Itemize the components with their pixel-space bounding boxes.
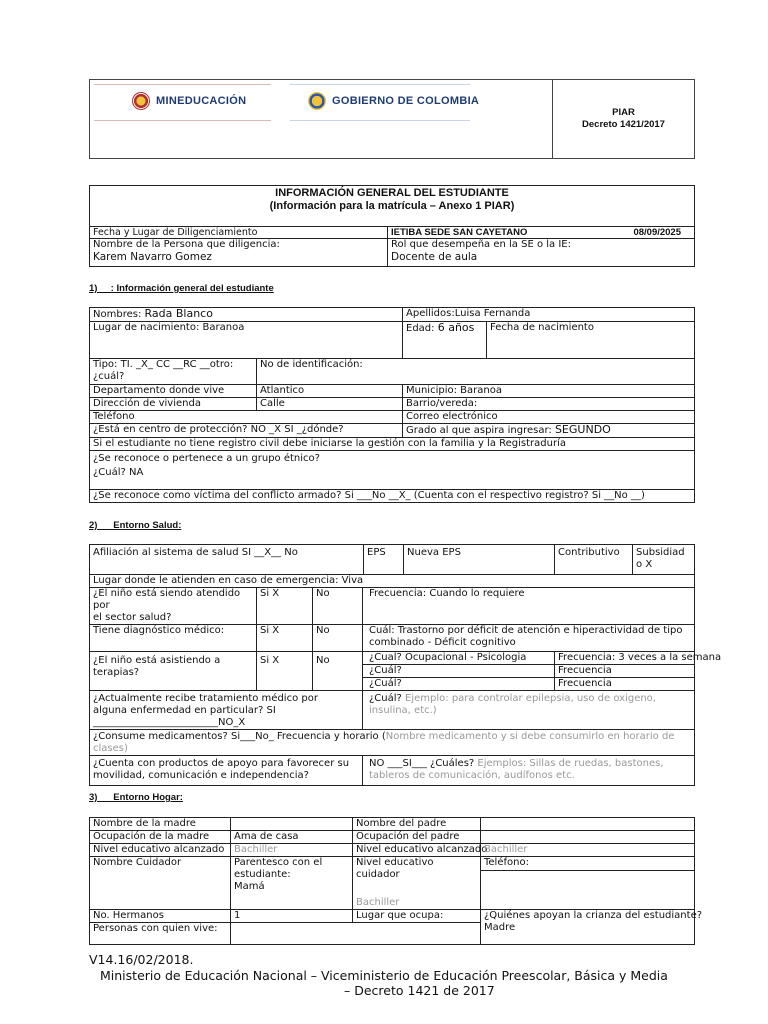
quienes-question: ¿Quiénes apoyan la crianza del estudiante? [484, 910, 703, 921]
terapia-cual-1: ¿Cual? Ocupacional - Psicologia [363, 652, 555, 665]
parentesco-value: Mamá [234, 881, 265, 892]
atendido-line1: ¿El niño está siendo atendido por [93, 588, 241, 611]
tratamiento-line2: alguna enfermedad en particular? SI [93, 705, 276, 716]
dir-value: Calle [257, 398, 403, 411]
diagnostico-label: Tiene diagnóstico médico: [90, 625, 257, 652]
nivel-padre-value: Bachiller [481, 844, 695, 857]
hermanos-value: 1 [231, 910, 353, 923]
etnico-answer: ¿Cuál? NA [93, 467, 144, 478]
atendido-no: No [313, 588, 363, 625]
atendido-line2: el sector salud? [93, 612, 172, 623]
terapias-line1: ¿El niño está asistiendo a [93, 655, 221, 666]
depto-value: Atlantico [257, 385, 403, 398]
no-id-cell: No de identificación: [257, 359, 695, 385]
seal-icon [308, 92, 326, 110]
header-table [89, 79, 695, 159]
hermanos-label: No. Hermanos [90, 910, 231, 923]
depto-label: Departamento donde vive [90, 385, 257, 398]
version-text: V14.16/02/2018. [89, 952, 194, 967]
nivel-cuidador-cell [353, 857, 481, 910]
mineducacion-logo [132, 92, 246, 110]
nivel-cuidador-label: Nivel educativo cuidador [356, 857, 434, 880]
apoyo-placeholder: Ejemplos: Sillas de ruedas, bastones, tableros de comunicación, audífonos etc. [369, 758, 664, 781]
persona-value: Karem Navarro Gomez [93, 251, 212, 263]
registro-cell: Si el estudiante no tiene registro civil debe iniciarse la gestión con la familia y la Registraduría [90, 438, 695, 451]
tipo-line1: Tipo: TI. _X_ CC __RC __otro: [93, 359, 234, 370]
emergencia-cell: Lugar donde le atienden en caso de emergencia: Viva [90, 575, 695, 588]
lugar-ocupa: Lugar que ocupa: [353, 910, 481, 923]
atendido-si: Si X [257, 588, 313, 625]
diagnostico-line2: combinado - Déficit cognitivo [369, 637, 516, 648]
page-subtitle: (Información para la matrícula – Anexo 1 PIAR) [269, 200, 515, 212]
ocup-padre-label: Ocupación del padre [353, 831, 481, 844]
personas-value [231, 923, 481, 945]
fecha-label: Fecha y Lugar de Diligenciamiento [90, 227, 388, 239]
dir-label: Dirección de vivienda [90, 398, 257, 411]
apoyo-line2: movilidad, comunicación e independencia? [93, 770, 309, 781]
section2-title: 2) Entorno Salud: [89, 520, 182, 531]
general-info-table [89, 185, 695, 267]
medicamentos-label: ¿Consume medicamentos? Si___No_ Frecuencia y horario ( [93, 731, 386, 742]
madre-value [231, 818, 353, 831]
frecuencia-requiere: Frecuencia: Cuando lo requiere [363, 588, 695, 625]
coat-of-arms-icon [132, 92, 150, 110]
terapia-frecuencia-1: Frecuencia: 3 veces a la semana [555, 652, 695, 665]
terapia-cual-3: ¿Cuál? [363, 678, 555, 691]
medicamentos-cell [90, 730, 695, 756]
piar-cell [553, 80, 695, 159]
section3-title: 3) Entorno Hogar: [89, 792, 183, 803]
tratamiento-cual [363, 691, 695, 730]
piar-label: PIAR [612, 107, 635, 118]
edad-label: Edad: [406, 323, 438, 334]
diagnostico-si: Si X [257, 625, 313, 652]
logos-cell [90, 80, 553, 159]
telefono-cuidador-value [481, 871, 695, 910]
grado-value: SEGUNDO [554, 423, 611, 436]
eps-value: Nueva EPS [404, 545, 555, 575]
subsidiado-cell [633, 545, 695, 575]
subsidiado-line1: Subsidiad [636, 547, 685, 558]
apellidos-cell: Apellidos:Luisa Fernanda [403, 308, 695, 322]
diagnostico-line1: Cuál: Trastorno por déficit de atención e hiperactividad de tipo [369, 625, 683, 636]
lugar-nac-cell: Lugar de nacimiento: Baranoa [90, 322, 403, 359]
mineducacion-text: MINEDUCACIÓN [156, 95, 247, 107]
afiliacion-cell: Afiliación al sistema de salud SI __X__ No [90, 545, 364, 575]
medicamentos-placeholder: Nombre medicamento y si debe consumirlo en horario de clases) [93, 731, 675, 754]
footer-line1: Ministerio de Educación Nacional – Viceministerio de Educación Preescolar, Básica y Media [100, 968, 668, 983]
nivel-padre-label: Nivel educativo alcanzado [353, 844, 481, 857]
lugar-value: IETIBA SEDE SAN CAYETANO [391, 227, 528, 238]
parentesco-line1: Parentesco con el [234, 857, 323, 868]
student-info-table [89, 307, 695, 503]
atendido-cell [90, 588, 257, 625]
subsidiado-line2: o X [636, 559, 653, 570]
edad-value: 6 años [437, 321, 475, 334]
persona-label: Nombre de la Persona que diligencia: [93, 239, 280, 250]
fecha-nac-cell: Fecha de nacimiento [487, 322, 695, 359]
grado-label: Grado al que aspira ingresar: [406, 425, 555, 436]
nombres-label: Nombres: [93, 309, 145, 320]
section1-title: 1) : Información general del estudiante [89, 283, 274, 294]
ocup-madre-value: Ama de casa [231, 831, 353, 844]
parentesco-line2: estudiante: [234, 869, 291, 880]
health-table [89, 544, 722, 786]
quienes-answer: Madre [484, 922, 516, 933]
etnico-cell [90, 451, 695, 490]
tipo-cell [90, 359, 257, 385]
footer-line2: – Decreto 1421 de 2017 [344, 983, 495, 998]
diagnostico-no: No [313, 625, 363, 652]
gobierno-logo [308, 92, 479, 110]
apoyo-respuesta-label: NO ___SI___ ¿Cuáles? [369, 758, 478, 769]
edad-cell [403, 322, 487, 359]
lugar-fecha-cell [388, 227, 695, 239]
fecha-value: 08/09/2025 [633, 227, 681, 238]
apoyo-respuesta [363, 756, 695, 786]
rol-label: Rol que desempeña en la SE o la IE: [391, 239, 571, 250]
grado-cell [403, 424, 695, 438]
terapia-frecuencia-2: Frecuencia [555, 665, 695, 678]
terapias-cell [90, 652, 257, 691]
municipio-cell: Municipio: Baranoa [403, 385, 695, 398]
tratamiento-line3: _________________________NO_X [93, 717, 246, 728]
tipo-line2: ¿cuál? [93, 371, 125, 382]
padre-value [481, 818, 695, 831]
personas-label: Personas con quien vive: [90, 923, 231, 945]
decreto-label: Decreto 1421/2017 [582, 119, 665, 130]
quienes-cell [481, 910, 703, 945]
victima-cell: ¿Se reconoce como víctima del conflicto armado? Si ___No __X_ (Cuenta con el respectivo registro? Si __No __) [90, 490, 695, 503]
tratamiento-cual-label: ¿Cuál? [369, 693, 406, 704]
rol-value: Docente de aula [391, 251, 478, 263]
terapias-no: No [313, 652, 363, 691]
nivel-madre-value: Bachiller [231, 844, 353, 857]
title-cell [90, 186, 695, 227]
terapias-line2: terapias? [93, 667, 140, 678]
apoyo-line1: ¿Cuenta con productos de apoyo para favorecer su [93, 758, 350, 769]
rol-cell [388, 239, 695, 267]
ocup-padre-value [481, 831, 695, 844]
cuidador-label: Nombre Cuidador [90, 857, 231, 910]
nivel-madre-label: Nivel educativo alcanzado [90, 844, 231, 857]
eps-label: EPS [364, 545, 404, 575]
tratamiento-cell [90, 691, 363, 730]
parentesco-cell [231, 857, 353, 910]
page-title: INFORMACIÓN GENERAL DEL ESTUDIANTE [275, 187, 509, 199]
diagnostico-cual [363, 625, 695, 652]
terapia-cual-2: ¿Cuál? [363, 665, 555, 678]
terapia-frecuencia-3: Frecuencia [555, 678, 695, 691]
etnico-question: ¿Se reconoce o pertenece a un grupo étnico? [93, 453, 320, 464]
tratamiento-placeholder: Ejemplo: para controlar epilepsia, uso de oxigeno, insulina, etc.) [369, 693, 656, 716]
correo-cell: Correo electrónico [403, 411, 695, 424]
nivel-cuidador-value: Bachiller [356, 897, 400, 908]
ocup-madre-label: Ocupación de la madre [90, 831, 231, 844]
nombres-value: Rada Blanco [144, 307, 213, 320]
contributivo-cell: Contributivo [555, 545, 633, 575]
telefono-cuidador: Teléfono: [481, 857, 695, 871]
nombres-cell [90, 308, 403, 322]
persona-cell [90, 239, 388, 267]
gobierno-text: GOBIERNO DE COLOMBIA [332, 95, 480, 107]
home-table [89, 817, 703, 945]
apoyo-cell [90, 756, 363, 786]
madre-label: Nombre de la madre [90, 818, 231, 831]
proteccion-cell: ¿Está en centro de protección? NO _X SI _¿dónde? [90, 424, 403, 438]
tratamiento-line1: ¿Actualmente recibe tratamiento médico por [93, 693, 318, 704]
barrio-cell: Barrio/vereda: [403, 398, 695, 411]
telefono-cell: Teléfono [90, 411, 403, 424]
terapias-si: Si X [257, 652, 313, 691]
padre-label: Nombre del padre [353, 818, 481, 831]
